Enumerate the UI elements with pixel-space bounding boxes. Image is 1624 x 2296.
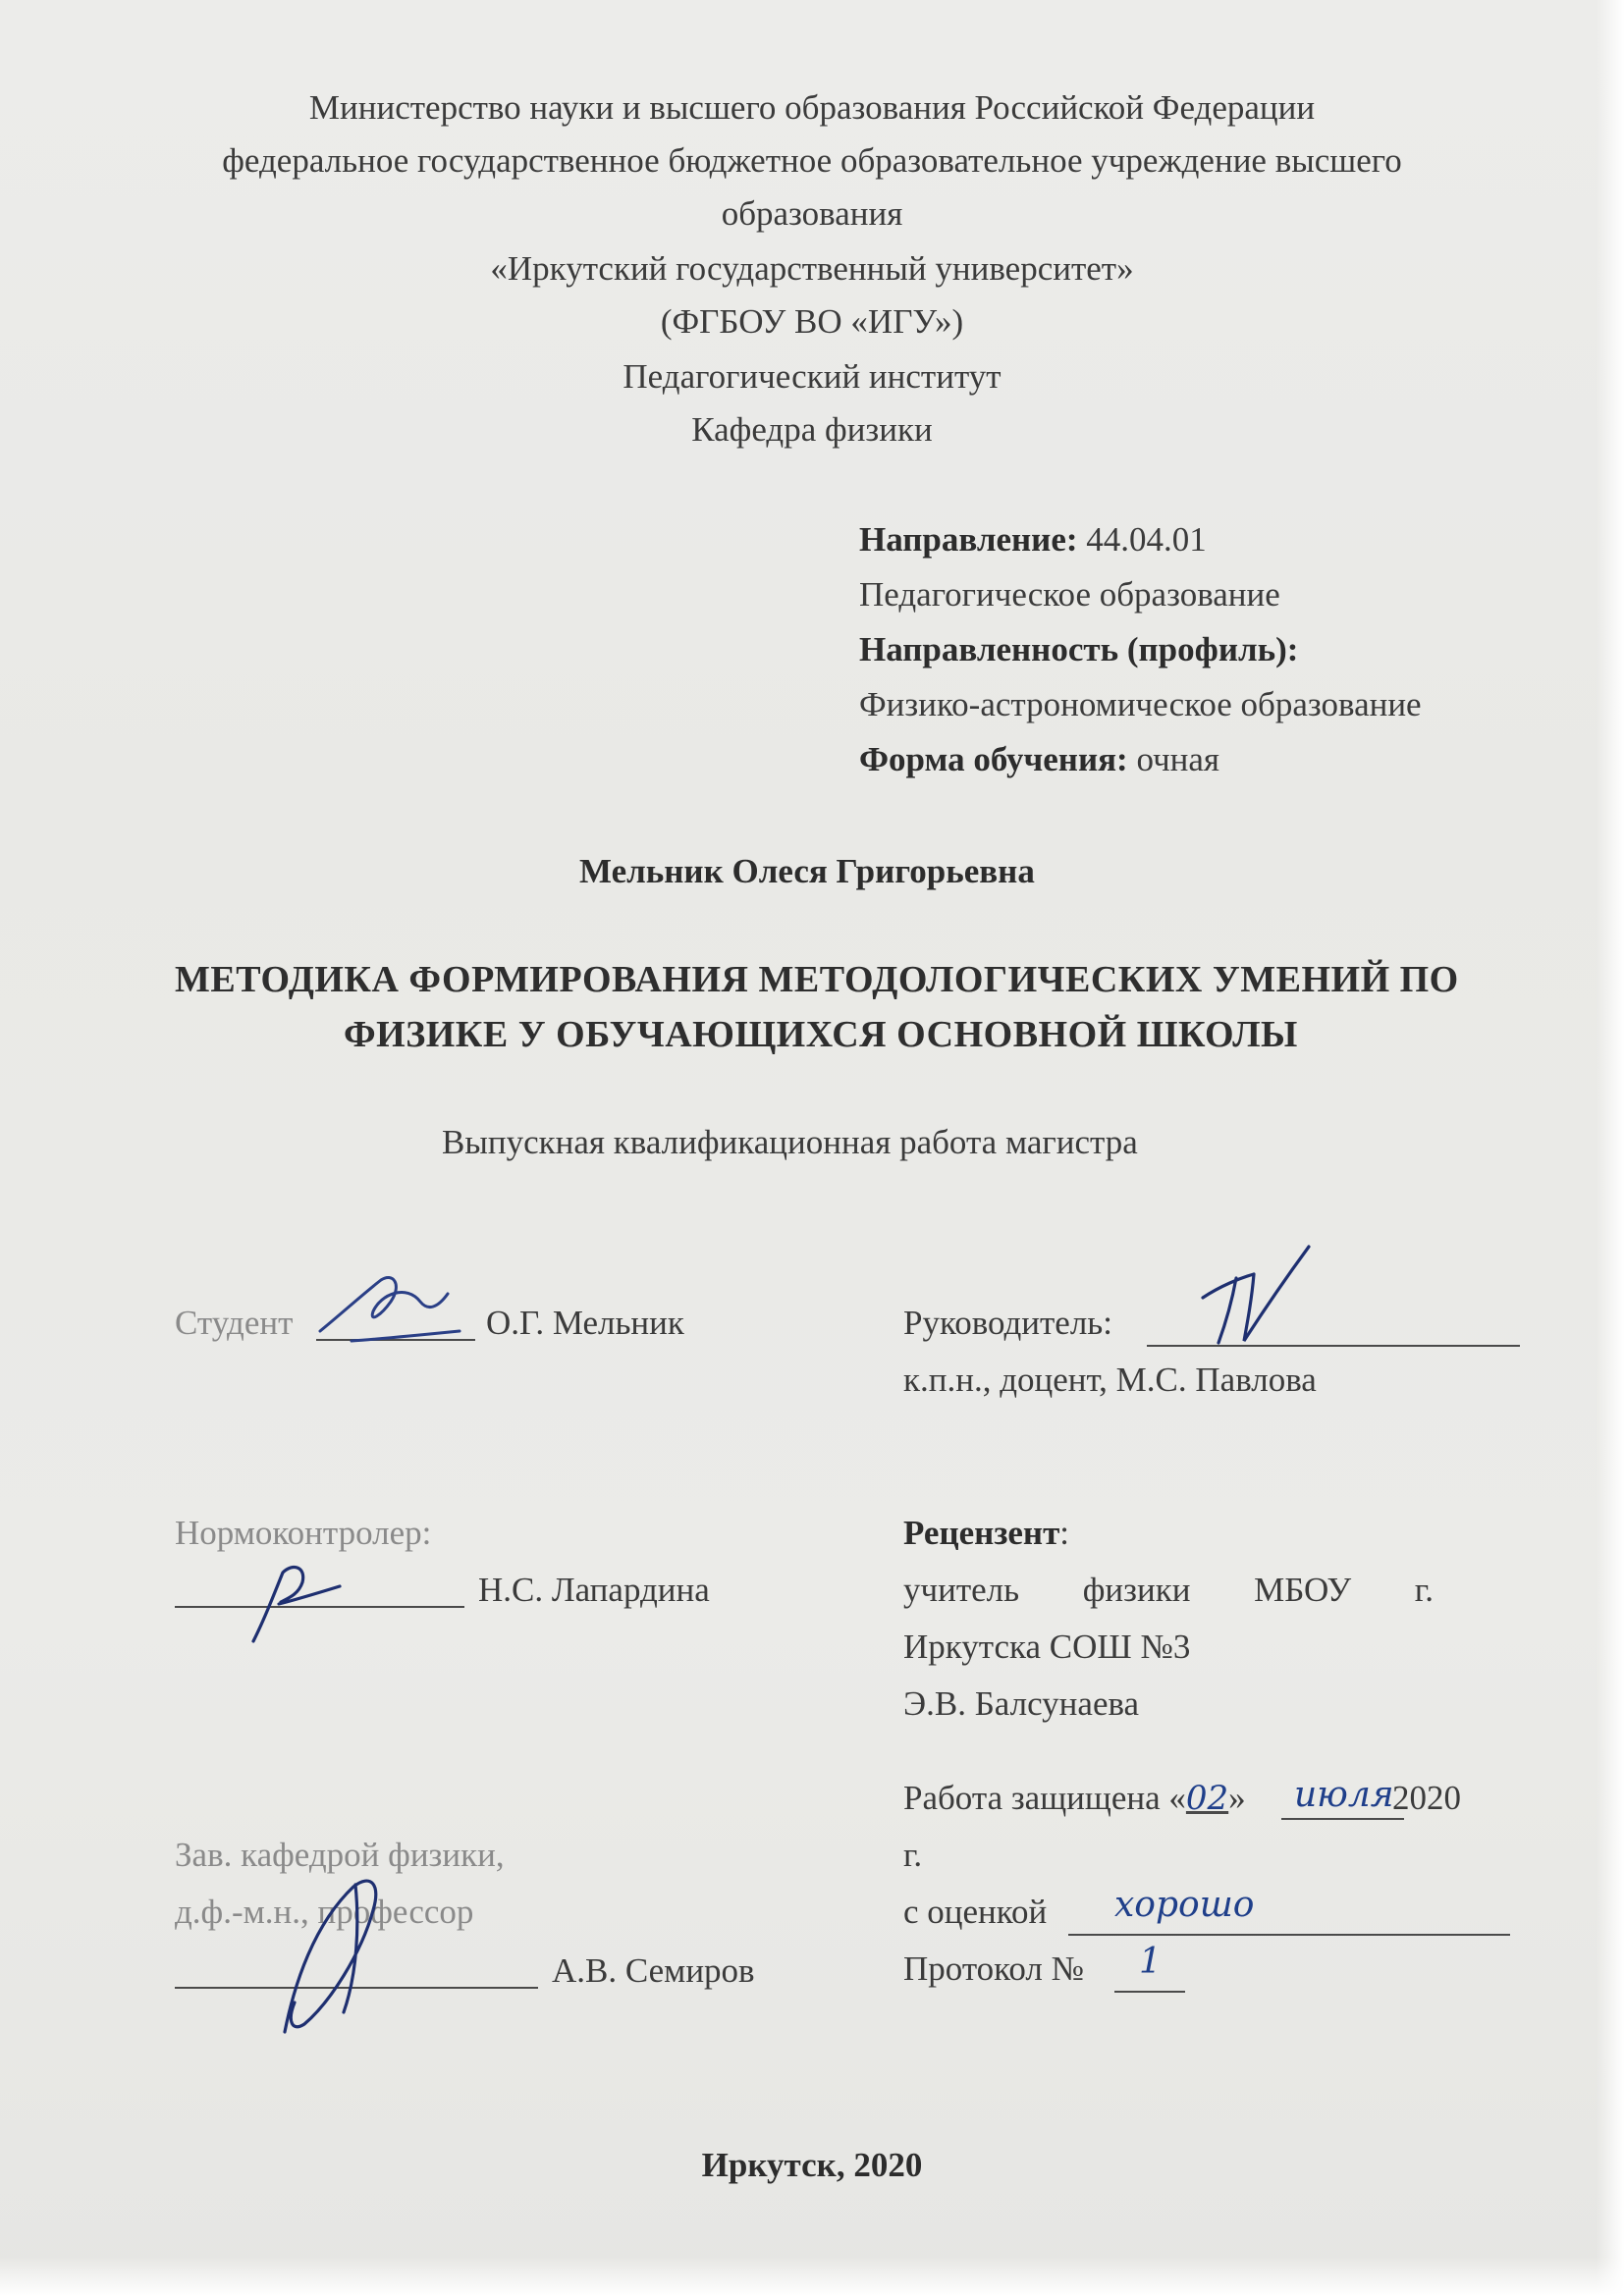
reviewer-word-1: учитель [903, 1571, 1020, 1609]
direction-code: 44.04.01 [1077, 520, 1207, 559]
scan-bottom-edge [0, 2257, 1624, 2296]
defense-month: июля [1294, 1775, 1394, 1815]
reviewer-word-2: физики [1082, 1571, 1191, 1609]
profile-name: Физико-астрономическое образование [859, 685, 1422, 723]
reviewer-word-4: г. [1414, 1571, 1434, 1609]
reviewer-position-line [903, 1569, 1434, 1612]
university-abbreviation: (ФГБОУ ВО «ИГУ») [660, 302, 964, 341]
institute-name: Педагогический институт [623, 357, 1001, 396]
head-signature [265, 1865, 412, 2042]
work-type: Выпускная квалификационная работа магистра [442, 1123, 1138, 1161]
thesis-title-line-1: МЕТОДИКА ФОРМИРОВАНИЯ МЕТОДОЛОГИЧЕСКИХ УМЕНИЙ ПО [175, 959, 1459, 1000]
author-name: Мельник Олеся Григорьевна [579, 852, 1035, 890]
defense-quote-close: » [1228, 1779, 1246, 1817]
student-label: Студент [175, 1304, 294, 1342]
defense-day: 02 [1185, 1779, 1229, 1818]
department-name: Кафедра физики [691, 410, 933, 449]
defense-year: 2020 [1392, 1779, 1461, 1817]
head-title-line-2: д.ф.-м.н., профессор [175, 1893, 474, 1931]
grade-label: с оценкой [903, 1893, 1048, 1931]
normcontrol-label: Нормоконтролер: [175, 1514, 432, 1552]
reviewer-label-row [903, 1512, 1069, 1555]
head-name: А.В. Семиров [552, 1951, 755, 1990]
supervisor-details: к.п.н., доцент, М.С. Павлова [903, 1361, 1317, 1399]
study-form-row [859, 738, 1219, 781]
study-form-label: Форма обучения: [859, 740, 1128, 778]
institution-line-2: образования [721, 194, 903, 233]
reviewer-name: Э.В. Балсунаева [903, 1684, 1140, 1723]
profile-label: Направленность (профиль): [859, 630, 1299, 668]
grade-line [1068, 1934, 1510, 1936]
ministry-line: Министерство науки и высшего образования Российской Федерации [308, 88, 1316, 127]
reviewer-label: Рецензент [903, 1514, 1060, 1552]
defense-year-suffix: г. [903, 1836, 923, 1874]
protocol-number: 1 [1139, 1942, 1162, 1982]
defense-month-line [1281, 1818, 1404, 1820]
grade-value: хорошо [1114, 1885, 1255, 1925]
supervisor-signature [1193, 1239, 1321, 1357]
reviewer-colon: : [1059, 1514, 1070, 1552]
scan-edge [1597, 0, 1624, 2296]
head-title-line-1: Зав. кафедрой физики, [175, 1836, 505, 1874]
thesis-title-line-2: ФИЗИКЕ У ОБУЧАЮЩИХСЯ ОСНОВНОЙ ШКОЛЫ [344, 1014, 1298, 1055]
study-form-value: очная [1127, 740, 1220, 778]
defense-prefix: Работа защищена « [903, 1779, 1186, 1817]
reviewer-word-3: МБОУ [1254, 1571, 1352, 1609]
normcontrol-signature [224, 1543, 361, 1651]
student-name: О.Г. Мельник [486, 1304, 684, 1342]
student-signature [312, 1255, 489, 1353]
supervisor-label: Руководитель: [903, 1304, 1112, 1342]
direction-name: Педагогическое образование [859, 575, 1280, 614]
reviewer-school: Иркутска СОШ №3 [903, 1628, 1191, 1666]
city-year: Иркутск, 2020 [701, 2146, 923, 2184]
university-name: «Иркутский государственный университет» [490, 249, 1134, 288]
normcontrol-name: Н.С. Лапардина [478, 1571, 710, 1609]
direction-label: Направление: [859, 520, 1078, 559]
institution-line-1: федеральное государственное бюджетное образовательное учреждение высшего [222, 141, 1402, 180]
protocol-label: Протокол № [903, 1949, 1085, 1988]
defense-row [903, 1777, 1246, 1820]
protocol-line [1114, 1991, 1185, 1993]
direction-row [859, 518, 1207, 561]
